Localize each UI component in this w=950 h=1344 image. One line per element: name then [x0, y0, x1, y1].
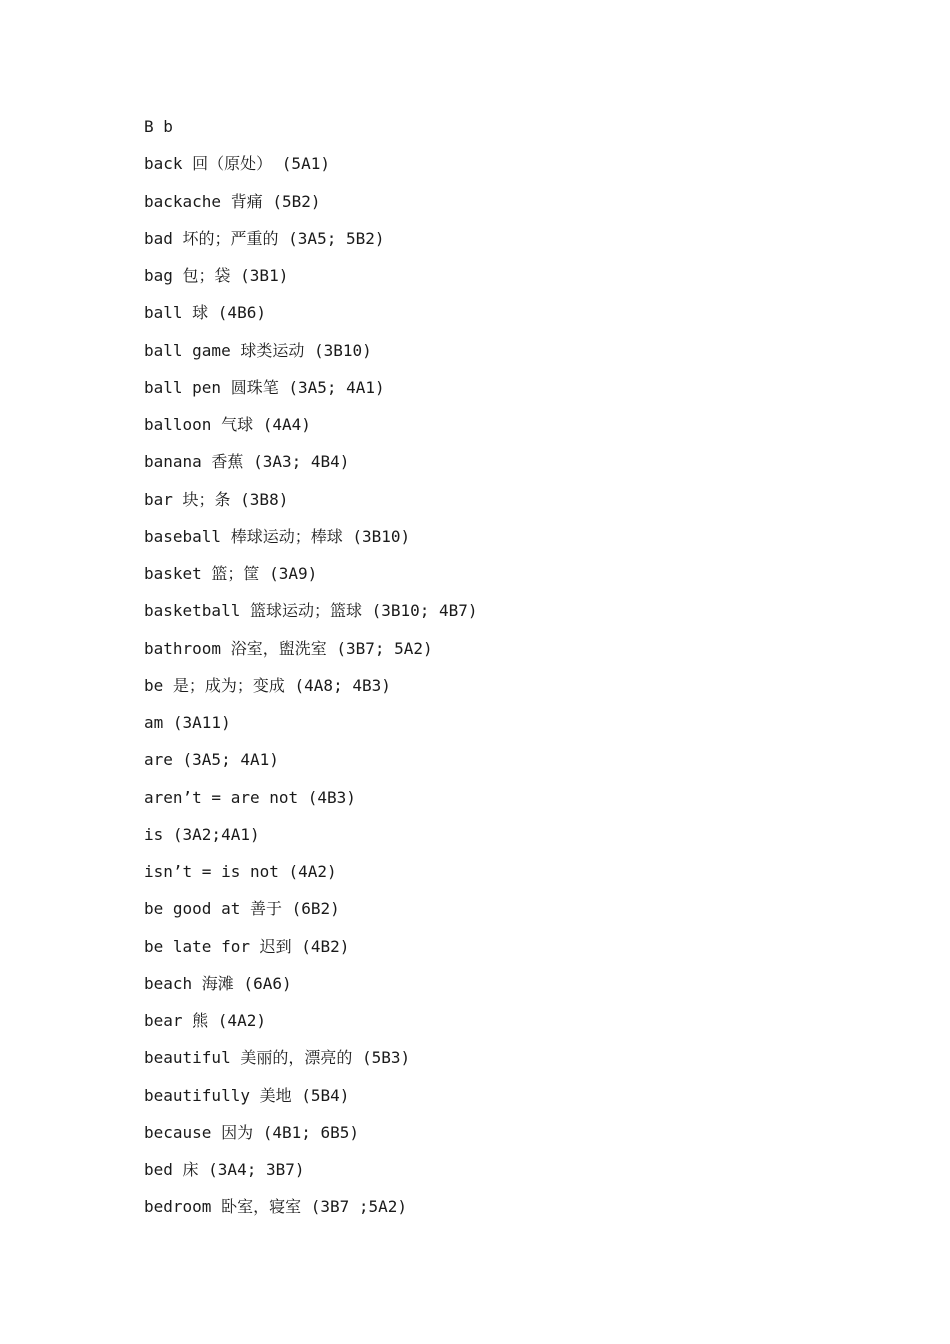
vocab-entry: be 是；成为；变成 (4A8; 4B3) — [144, 675, 391, 695]
vocab-entry: bathroom 浴室，盥洗室 (3B7; 5A2) — [144, 638, 433, 658]
vocab-entry: be late for 迟到 (4B2) — [144, 936, 350, 956]
vocab-entry: bedroom 卧室，寝室 (3B7 ;5A2) — [144, 1197, 408, 1217]
vocabulary-list — [144, 108, 478, 1226]
vocab-entry: back 回（原处） (5A1) — [144, 154, 330, 174]
vocab-entry: ball 球 (4B6) — [144, 303, 266, 323]
vocab-entry: bed 床 (3A4; 3B7) — [144, 1160, 305, 1179]
vocab-entry: bear 熊 (4A2) — [144, 1011, 266, 1030]
vocab-entry: be good at 善于 (6B2) — [144, 899, 340, 919]
vocab-entry: beautifully 美地 (5B4) — [144, 1085, 350, 1105]
vocab-entry: bag 包；袋 (3B1) — [144, 266, 289, 285]
vocab-entry: is (3A2;4A1) — [144, 824, 260, 844]
vocab-entry: backache 背痛 (5B2) — [144, 191, 321, 211]
vocab-entry: baseball 棒球运动；棒球 (3B10) — [144, 526, 411, 546]
vocab-entry: beautiful 美丽的，漂亮的 (5B3) — [144, 1048, 411, 1068]
vocab-entry: bar 块；条 (3B8) — [144, 489, 289, 509]
vocab-entry: because 因为 (4B1; 6B5) — [144, 1122, 360, 1142]
vocab-entry: basketball 篮球运动；篮球 (3B10; 4B7) — [144, 601, 478, 621]
vocab-entry: am (3A11) — [144, 713, 231, 732]
vocab-entry: balloon 气球 (4A4) — [144, 415, 311, 434]
vocab-entry: isn’t = is not (4A2) — [144, 862, 337, 881]
vocab-entry: ball game 球类运动 (3B10) — [144, 340, 372, 360]
vocab-entry: aren’t = are not (4B3) — [144, 787, 356, 807]
vocab-entry: banana 香蕉 (3A3; 4B4) — [144, 452, 350, 472]
vocab-entry: bad 坏的；严重的 (3A5; 5B2) — [144, 228, 385, 248]
section-letter-heading: B b — [144, 117, 173, 136]
vocab-entry: are (3A5; 4A1) — [144, 750, 279, 770]
vocab-entry: ball pen 圆珠笔 (3A5; 4A1) — [144, 377, 385, 397]
vocab-entry: basket 篮；筐 (3A9) — [144, 564, 318, 583]
vocab-entry: beach 海滩 (6A6) — [144, 973, 292, 993]
